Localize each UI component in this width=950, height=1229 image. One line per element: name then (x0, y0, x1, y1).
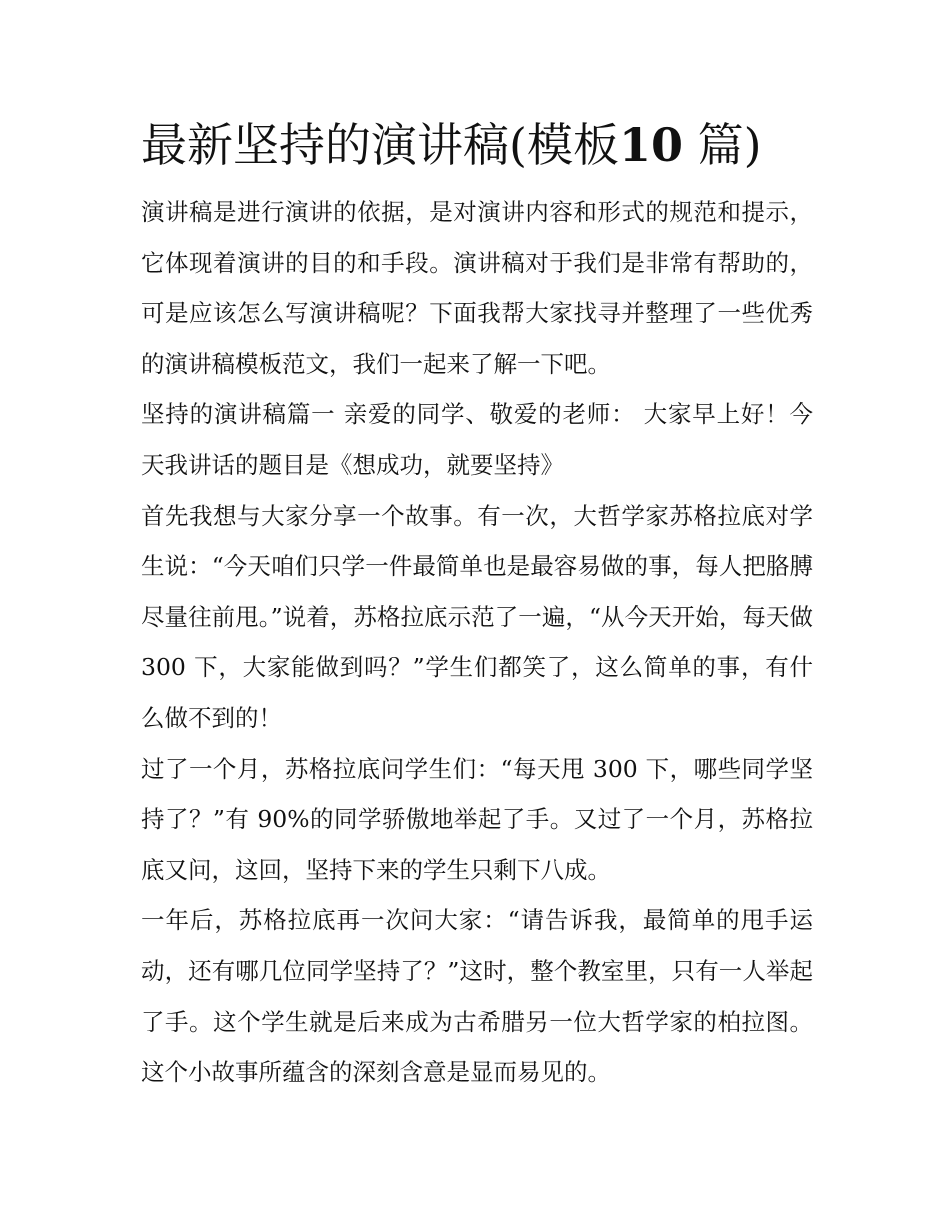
paragraph-one-year: 一年后，苏格拉底再一次问大家：“请告诉我，最简单的甩手运动，还有哪几位同学坚持了？”这时，整个教室里，只有一人举起了手。这个学生就是后来成为古希腊另一位大哲学家的柏拉图。这个小故事所蕴含的深刻含意是显而易见的。 (141, 906, 813, 1087)
paragraph-intro: 演讲稿是进行演讲的依据，是对演讲内容和形式的规范和提示，它体现着演讲的目的和手段。演讲稿对于我们是非常有帮助的，可是应该怎么写演讲稿呢？下面我帮大家找寻并整理了一些优秀的演讲稿模板范文，我们一起来了解一下吧。 (141, 198, 813, 378)
document-title (141, 113, 813, 177)
title-number: 10 (618, 118, 683, 172)
title-prefix: 最新坚持的演讲稿(模板 (141, 118, 619, 172)
title-suffix: 篇) (697, 118, 762, 172)
paragraph-greeting: 坚持的演讲稿篇一 亲爱的同学、敬爱的老师： 大家早上好！今天我讲话的题目是《想成功，就要坚持》 (141, 400, 813, 479)
document-content (141, 113, 813, 1098)
paragraph-story-start: 首先我想与大家分享一个故事。有一次，大哲学家苏格拉底对学生说：“今天咱们只学一件最简单也是最容易做的事，每人把胳膊尽量往前甩。”说着，苏格拉底示范了一遍，“从今天开始，每天做 300 下，大家能做到吗？”学生们都笑了，这么简单的事，有什么做不到的！ (141, 501, 813, 732)
paragraph-one-month: 过了一个月，苏格拉底问学生们：“每天甩 300 下，哪些同学坚持了？”有 90%的同学骄傲地举起了手。又过了一个月，苏格拉底又问，这回，坚持下来的学生只剩下八成。 (141, 754, 813, 884)
